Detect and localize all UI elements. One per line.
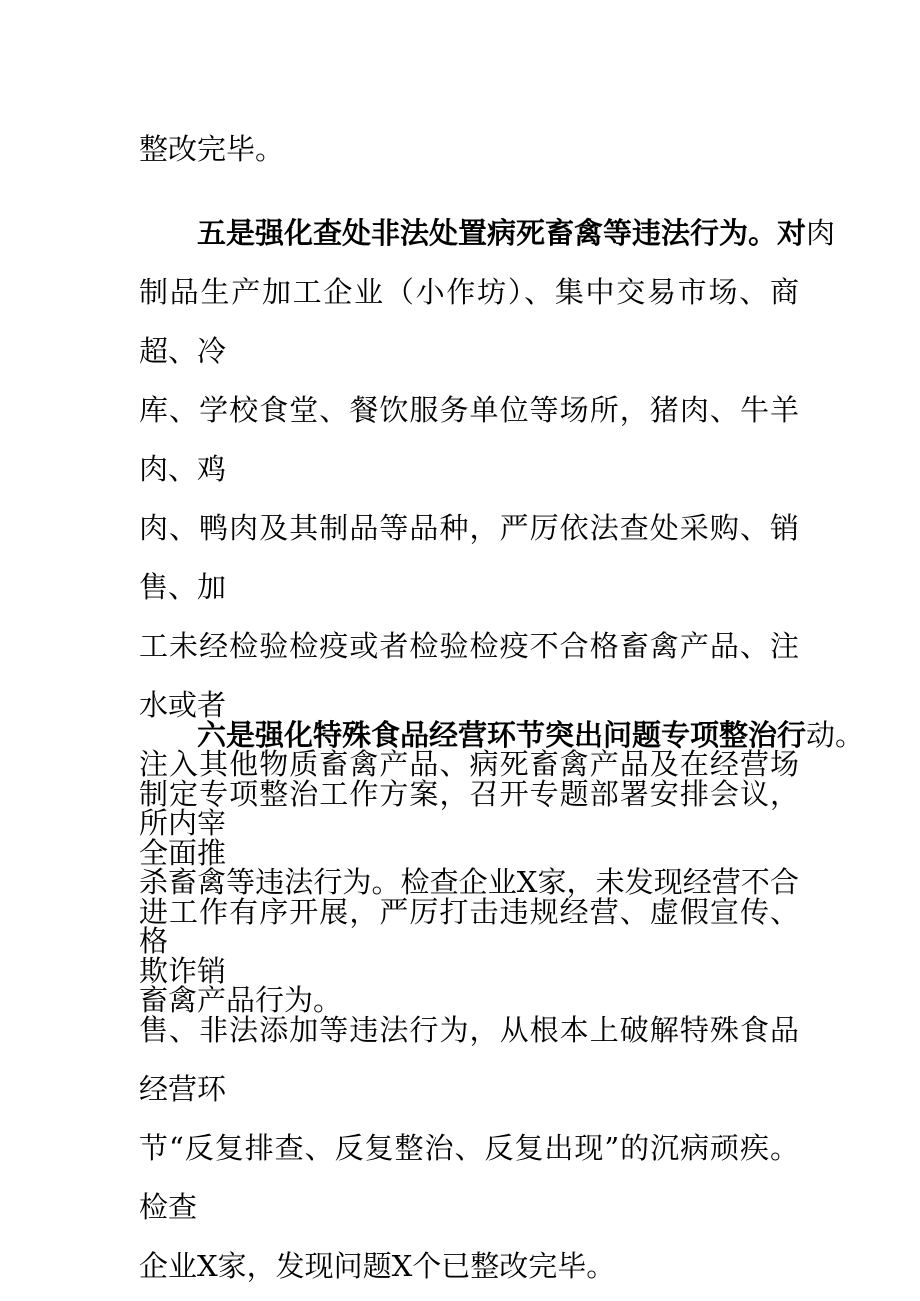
line: 企业X家，发现问题X个已整改完毕。	[139, 1249, 616, 1283]
paragraph-five-lead-tail: 肉	[806, 216, 836, 250]
paragraph-six	[139, 706, 865, 1296]
line: 节“反复排查、反复整治、反复出现”的沉病顽疾。检查	[139, 1131, 799, 1224]
paragraph-continuation	[139, 120, 799, 179]
line: 工未经检验检疫或者检验检疫不合格畜禽产品、注水或者	[139, 629, 799, 722]
line: 制品生产加工企业（小作坊）、集中交易市场、商超、冷	[139, 275, 799, 368]
line: 肉、鸭肉及其制品等品种，严厉依法查处采购、销售、加	[139, 511, 799, 604]
paragraph-six-lead-tail: 动。	[806, 718, 865, 752]
line: 制定专项整治工作方案，召开专题部署安排会议，全面推	[139, 777, 799, 870]
line: 杀畜禽等违法行为。检查企业X家，未发现经营不合格	[139, 865, 799, 958]
line: 库、学校食堂、餐饮服务单位等场所，猪肉、牛羊肉、鸡	[139, 393, 799, 486]
paragraph-six-heading: 六是强化特殊食品经营环节突出问题专项整治行	[197, 718, 807, 752]
line: 畜禽产品行为。	[139, 983, 343, 1017]
line: 售、非法添加等违法行为，从根本上破解特殊食品经营环	[139, 1013, 799, 1106]
paragraph-five-heading: 五是强化查处非法处置病死畜禽等违法行为。对	[197, 216, 807, 250]
paragraph-five-lead	[139, 204, 836, 263]
line: 进工作有序开展，严厉打击违规经营、虚假宣传、欺诈销	[139, 895, 799, 988]
line: 注入其他物质畜禽产品、病死畜禽产品及在经营场所内宰	[139, 747, 799, 840]
line: 整改完毕。	[139, 132, 285, 166]
paragraph-six-lead	[139, 706, 865, 765]
